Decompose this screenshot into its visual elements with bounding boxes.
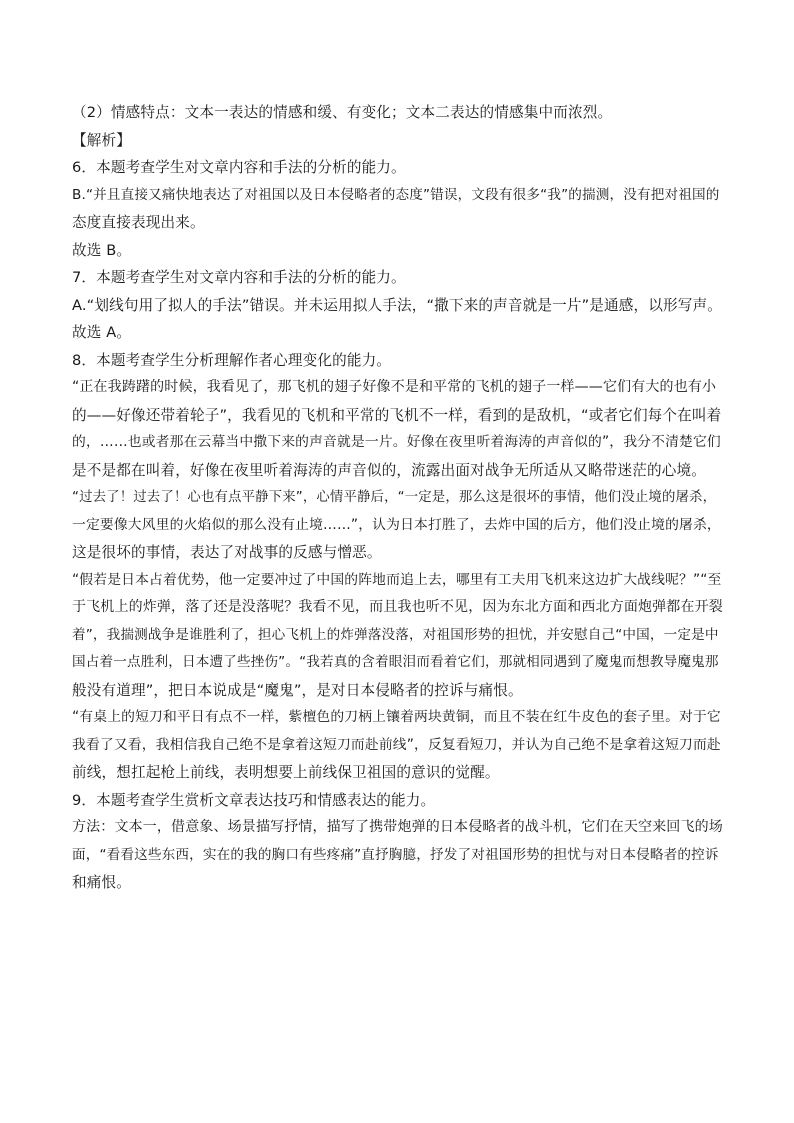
document-body	[72, 99, 724, 897]
question-8-text: “过去了！过去了！心也有点平静下来”，心情平静后，“一定是，那么这是很坏的事情，他们没止境的屠杀，	[72, 490, 717, 505]
question-8-text: 的——好像还带着轮子”，我看见的飞机和平常的飞机不一样，看到的是敌机，“或者它们每个在叫着	[72, 406, 722, 424]
question-7-heading: 7．本题考查学生对文章内容和手法的分析的能力。	[72, 269, 406, 286]
question-8-heading: 8．本题考查学生分析理解作者心理变化的能力。	[72, 351, 392, 369]
question-6-text: B.“并且直接又痛快地表达了对祖国以及日本侵略者的态度”错误，文段有很多“我”的揣测，没有把对祖国的	[72, 186, 720, 203]
question-8-text: 国占着一点胜利，日本遭了些挫伤”。“我若真的含着眼泪而看着它们，那就相同遇到了魔鬼而想教导魔鬼那	[72, 654, 719, 670]
question-8-text: 着”，我揣测战争是谁胜利了，担心飞机上的炸弹落没落，对祖国形势的担忧，并安慰自己“中国，一定是中	[72, 626, 719, 643]
question-8-text: 于飞机上的炸弹，落了还是没落呢？我看不见，而且我也听不见，因为东北方面和西北方面炮弹都在开裂	[72, 599, 723, 615]
question-8-text: 的，……也或者那在云幕当中撒下来的声音就是一片。好像在夜里听着海涛的声音似的”，我分不清楚它们	[72, 434, 721, 450]
question-9-text: 方法：文本一，借意象、场景描写抒情，描写了携带炮弹的日本侵略者的战斗机，它们在天空来回飞的场	[72, 819, 723, 835]
question-9-text: 面，“看看这些东西，实在的我的胸口有些疼痛”直抒胸臆，抒发了对祖国形势的担忧与对日本侵略者的控诉	[72, 846, 719, 863]
question-8-text: 这是很坏的事情，表达了对战事的反感与憎恶。	[72, 544, 382, 561]
question-8-text: 我看了又看，我相信我自己绝不是拿着这短刀而赴前线”，反复看短刀，并认为自己绝不是拿着这短刀而赴	[72, 736, 721, 753]
question-9-heading: 9．本题考查学生赏析文章表达技巧和情感表达的能力。	[72, 791, 436, 809]
question-9-text: 和痛恨。	[72, 874, 131, 891]
question-6-text: 态度直接表现出来。	[72, 214, 205, 231]
question-8-text: “正在我踌躇的时候，我看见了，那飞机的翅子好像不是和平常的飞机的翅子一样——它们有大的也有小	[72, 379, 717, 395]
question-8-text: “假若是日本占着优势，他一定要冲过了中国的阵地而追上去，哪里有工夫用飞机来这边扩大战线呢？”“至	[72, 571, 722, 588]
analysis-heading: 【解析】	[72, 131, 131, 149]
question-8-text: 般没有道理”，把日本说成是“魔鬼”，是对日本侵略者的控诉与痛恨。	[72, 681, 523, 699]
answer-line: （2）情感特点：文本一表达的情感和缓、有变化；文本二表达的情感集中而浓烈。	[72, 104, 613, 121]
question-6-heading: 6．本题考查学生对文章内容和手法的分析的能力。	[72, 159, 406, 176]
question-8-text: “有桌上的短刀和平日有点不一样，紫檀色的刀柄上镶着两块黄铜，而且不装在红牛皮色的套子里。对于它	[72, 709, 721, 725]
question-8-text: 一定要像大风里的火焰似的那么没有止境……”，认为日本打胜了，去炸中国的后方，他们没止境的屠杀，	[72, 516, 721, 533]
question-8-text: 是不是都在叫着，好像在夜里听着海涛的声音似的，流露出面对战争无所适从又略带迷茫的心境。	[72, 461, 706, 479]
question-6-answer: 故选 B。	[72, 241, 132, 259]
question-7-answer: 故选 A。	[72, 324, 132, 341]
question-8-text: 前线，想扛起枪上前线，表明想要上前线保卫祖国的意识的觉醒。	[72, 764, 500, 781]
question-7-text: A.“划线句用了拟人的手法”错误。并未运用拟人手法，“撒下来的声音就是一片”是通感，以形写声。	[72, 296, 723, 314]
